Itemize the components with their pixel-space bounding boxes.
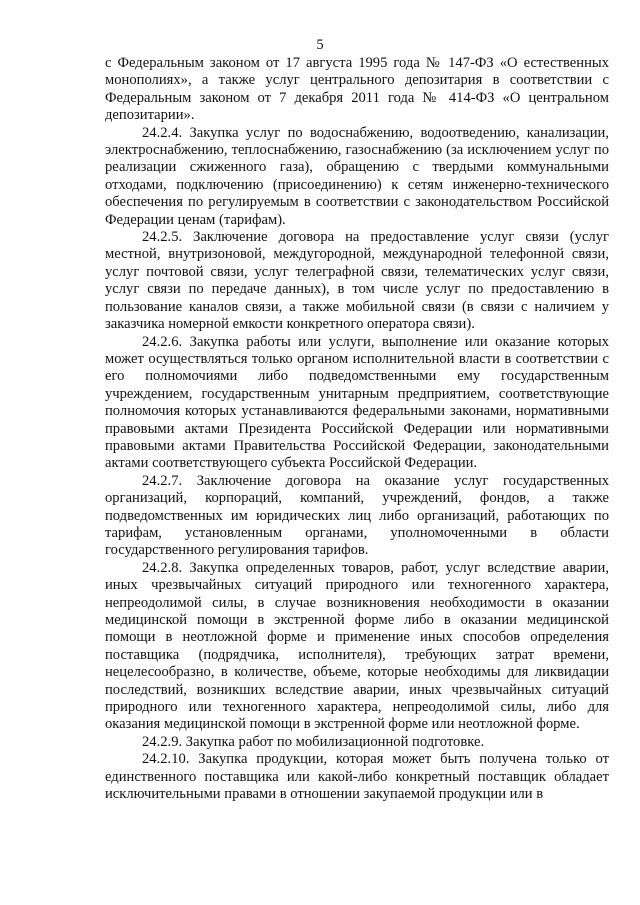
page-number: 5	[316, 37, 324, 53]
paragraph-24-2-4: 24.2.4. Закупка услуг по водоснабжению, водоотведению, канализации, электроснабжению, теплоснабжению, газоснабжению (за исключением услуг по реализации сжиженного газа), обращению с твердыми коммунальными отходами, подключению (присоединению) к сетям инженерно-технического обеспечения по регулируемым в соответствии с законодательством Российской Федерации ценам (тарифам).	[105, 124, 609, 228]
paragraph-24-2-9: 24.2.9. Закупка работ по мобилизационной подготовке.	[142, 733, 485, 750]
paragraph-continuation: с Федеральным законом от 17 августа 1995 года № 147-ФЗ «О естественных монополиях», а также услуг центрального депозитария в соответствии с Федеральным законом от 7 декабря 2011 года № 414-ФЗ «О центральном депозитарии».	[105, 55, 609, 124]
paragraph-24-2-5: 24.2.5. Заключение договора на предоставление услуг связи (услуг местной, внутризоновой, междугородной, международной телефонной связи, услуг почтовой связи, услуг телеграфной связи, телематических услуг связи, услуг связи по передаче данных), в том числе услуг по предоставлению в пользование каналов связи, а также мобильной связи (в связи с наличием у заказчика номерной емкости конкретного оператора связи).	[105, 229, 609, 333]
paragraph-24-2-7: 24.2.7. Заключение договора на оказание услуг государственных организаций, корпораций, компаний, учреждений, фондов, а также подведомственных им юридических лиц либо организаций, работающих по тарифам, установленным органами, уполномоченными в области государственного регулирования тарифов.	[105, 472, 609, 559]
paragraph-24-2-6: 24.2.6. Закупка работы или услуги, выполнение или оказание которых может осуществляться только органом исполнительной власти в соответствии с его полномочиями либо подведомственными ему государственным учреждением, государственным унитарным предприятием, соответствующие полномочия которых устанавливаются федеральными законами, нормативными правовыми актами Президента Российской Федерации или нормативными правовыми актами Правительства Российской Федерации, законодательными актами соответствующего субъекта Российской Федерации.	[105, 333, 609, 472]
document-body	[105, 55, 609, 803]
paragraph-24-2-10: 24.2.10. Закупка продукции, которая может быть получена только от единственного поставщика или какой-либо конкретный поставщик обладает исключительными правами в отношении закупаемой продукции или в	[105, 751, 609, 803]
paragraph-24-2-8: 24.2.8. Закупка определенных товаров, работ, услуг вследствие аварии, иных чрезвычайных ситуаций природного или техногенного характера, непреодолимой силы, в случае возникновения необходимости в оказании медицинской помощи в экстренной форме либо в оказании медицинской помощи в неотложной форме и применение иных способов определения поставщика (подрядчика, исполнителя), требующих затрат времени, нецелесообразно, в количестве, объеме, которые необходимы для ликвидации последствий, возникших вследствие аварии, иных чрезвычайных ситуаций природного или техногенного характера, непреодолимой силы, либо для оказания медицинской помощи в экстренной форме или неотложной форме.	[105, 559, 609, 733]
